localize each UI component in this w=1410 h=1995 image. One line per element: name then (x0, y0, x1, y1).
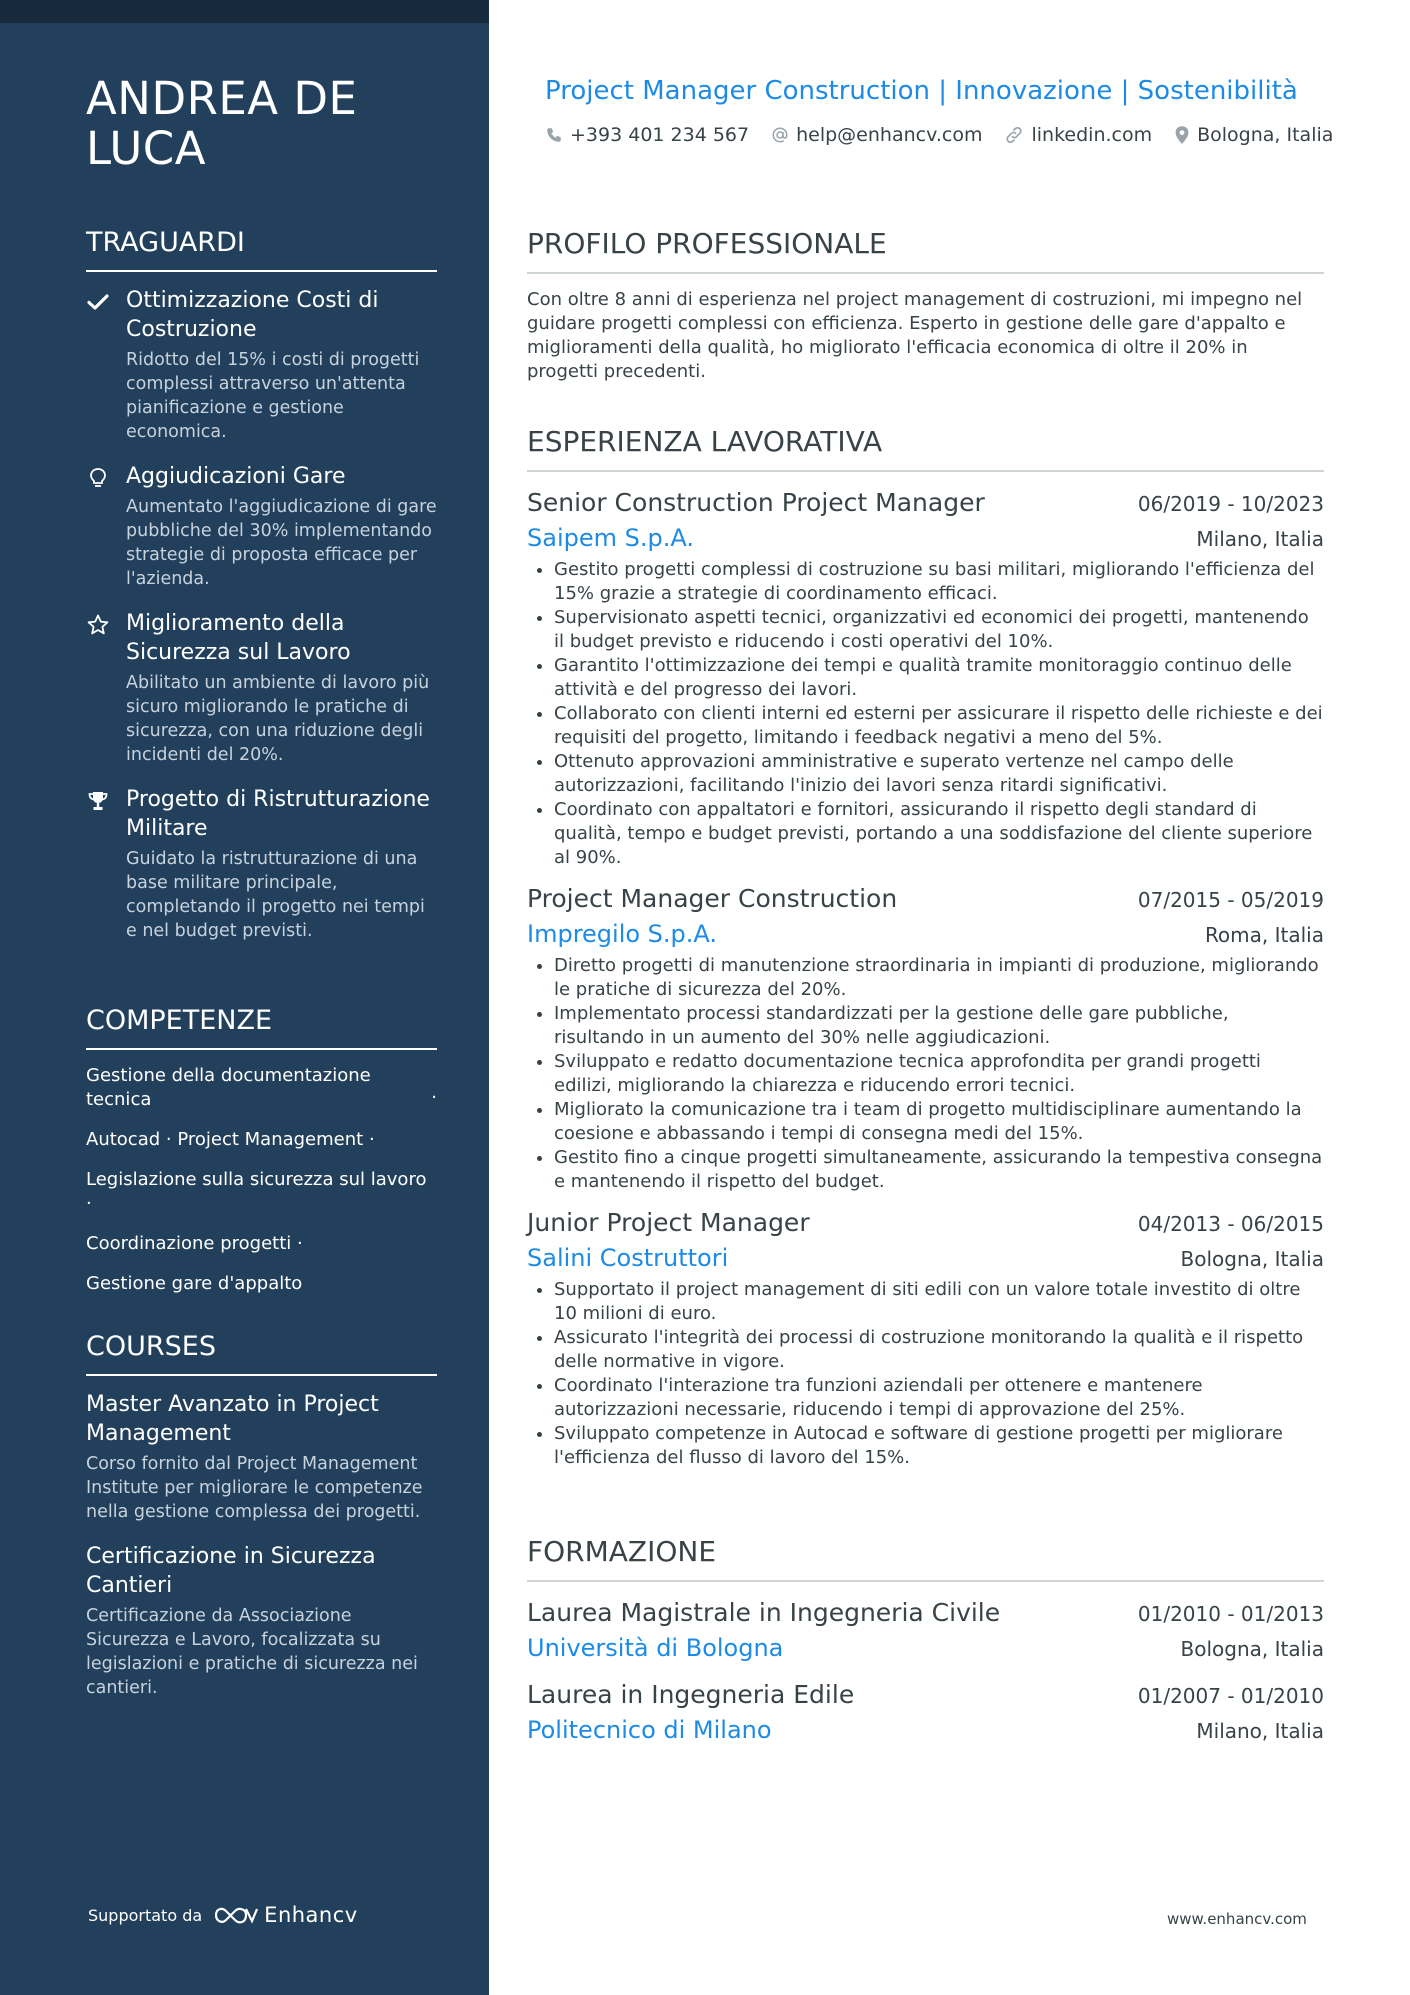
linkedin-text: linkedin.com (1031, 124, 1153, 146)
education-entry (527, 1678, 1324, 1748)
phone-icon (545, 126, 563, 144)
course-item (86, 1390, 437, 1524)
job-dates: 06/2019 - 10/2023 (1137, 492, 1324, 516)
sidebar (0, 0, 489, 1995)
achievement-title: Progetto di Ristrutturazione Militare (126, 787, 430, 841)
achievements-section (86, 226, 437, 961)
enhancv-logo-icon (212, 1903, 258, 1927)
bullet-item: • Supervisionato aspetti tecnici, organizzativi ed economici dei progetti, mantenendo il budget previsto e riducendo i costi operativi del 10%. (554, 606, 1324, 654)
job-title: Project Manager Construction (527, 884, 898, 913)
star-icon (86, 613, 110, 637)
skill-label: Autocad (86, 1129, 161, 1150)
contact-bar (545, 124, 1355, 146)
achievement-item (86, 286, 437, 444)
link-icon (1004, 125, 1024, 145)
school-name: Università di Bologna (527, 1634, 784, 1662)
job-entry (527, 882, 1324, 1194)
job-location: Roma, Italia (1204, 923, 1324, 947)
skill-item: Coordinazione progetti · (86, 1233, 303, 1254)
education-location: Bologna, Italia (1180, 1637, 1324, 1661)
job-location: Bologna, Italia (1180, 1247, 1324, 1271)
sidebar-top-bar (0, 0, 489, 23)
bullet-item: • Sviluppato e redatto documentazione tecnica approfondita per grandi progetti edilizi, migliorando la chiarezza e riducendo errori tecnici. (554, 1050, 1324, 1098)
email-text: help@enhancv.com (796, 124, 983, 146)
profile-heading: PROFILO PROFESSIONALE (527, 226, 1324, 274)
profile-section (527, 226, 1324, 384)
education-dates: 01/2007 - 01/2010 (1137, 1684, 1324, 1708)
bullet-item: • Gestito progetti complessi di costruzione su basi militari, migliorando l'efficienza del 15% grazie a strategie di coordinamento efficaci. (554, 558, 1324, 606)
skill-label: Project Management (177, 1129, 364, 1150)
contact-linkedin[interactable] (1004, 124, 1152, 146)
bullet-item: • Migliorato la comunicazione tra i team di progetto multidisciplinare aumentando la coesione e abbassando i tempi di consegna medi del 15%. (554, 1098, 1324, 1146)
job-dates: 04/2013 - 06/2015 (1137, 1212, 1324, 1236)
courses-heading: COURSES (86, 1330, 437, 1376)
skill-label: Gestione gare d'appalto (86, 1273, 303, 1294)
degree-title: Laurea in Ingegneria Edile (527, 1680, 855, 1709)
courses-section (86, 1330, 437, 1718)
job-title: Senior Construction Project Manager (527, 488, 985, 517)
powered-by-label: Supportato da (88, 1905, 203, 1925)
contact-email[interactable] (771, 124, 982, 146)
skill-item: Autocad · Project Management · (86, 1129, 375, 1150)
education-location: Milano, Italia (1196, 1719, 1324, 1743)
bullet-item: • Gestito fino a cinque progetti simultaneamente, assicurando la tempestiva consegna e mantenendo il rispetto del budget. (554, 1146, 1324, 1194)
course-desc: Corso fornito dal Project Management Institute per migliorare le competenze nella gestione complessa dei progetti. (86, 1454, 423, 1522)
degree-title: Laurea Magistrale in Ingegneria Civile (527, 1598, 1001, 1627)
lightbulb-icon (86, 466, 110, 490)
bullet-item: • Implementato processi standardizzati per la gestione delle gare pubbliche, risultando in un aumento del 30% nelle aggiudicazioni. (554, 1002, 1324, 1050)
contact-phone (545, 124, 749, 146)
contact-location (1174, 124, 1333, 146)
job-bullets (527, 558, 1324, 870)
job-entry (527, 486, 1324, 870)
achievement-title: Aggiudicazioni Gare (126, 464, 346, 489)
experience-section (527, 424, 1324, 1482)
company-name: Impregilo S.p.A. (527, 920, 718, 948)
bullet-item: • Sviluppato competenze in Autocad e software di gestione progetti per migliorare l'efficienza del flusso di lavoro del 15%. (554, 1422, 1324, 1470)
achievements-heading: TRAGUARDI (86, 226, 437, 272)
job-bullets (527, 954, 1324, 1194)
bullet-item: • Coordinato l'interazione tra funzioni aziendali per ottenere e mantenere autorizzazioni necessarie, riducendo i tempi di approvazione del 25%. (554, 1374, 1324, 1422)
achievement-desc: Guidato la ristrutturazione di una base militare principale, completando il progetto nei tempi e nel budget previsti. (126, 849, 425, 941)
check-icon (86, 290, 110, 314)
education-entry (527, 1596, 1324, 1666)
tagline: Project Manager Construction | Innovazione | Sostenibilità (545, 76, 1298, 106)
trophy-icon (86, 789, 110, 813)
experience-heading: ESPERIENZA LAVORATIVA (527, 424, 1324, 472)
skills-heading: COMPETENZE (86, 1004, 437, 1050)
achievement-desc: Ridotto del 15% i costi di progetti complessi attraverso un'attenta pianificazione e gestione economica. (126, 350, 420, 442)
at-icon (771, 126, 789, 144)
powered-by (88, 1903, 358, 1927)
achievement-desc: Aumentato l'aggiudicazione di gare pubbliche del 30% implementando strategie di proposta efficace per l'azienda. (126, 497, 437, 589)
job-dates: 07/2015 - 05/2019 (1137, 888, 1324, 912)
skill-label: Gestione della documentazione tecnica (86, 1065, 371, 1110)
profile-summary: Con oltre 8 anni di esperienza nel project management di costruzioni, mi impegno nel guidare progetti complessi con efficienza. Esperto in gestione delle gare d'appalto e miglioramenti della qualità, ho migliorato l'efficacia economica di oltre il 20% in progetti precedenti. (527, 289, 1303, 382)
company-name: Salini Costruttori (527, 1244, 729, 1272)
education-heading: FORMAZIONE (527, 1534, 1324, 1582)
bullet-item: • Diretto progetti di manutenzione straordinaria in impianti di produzione, migliorando le pratiche di sicurezza del 20%. (554, 954, 1324, 1002)
job-location: Milano, Italia (1196, 527, 1324, 551)
course-desc: Certificazione da Associazione Sicurezza e Lavoro, focalizzata su legislazioni e pratiche di sicurezza nei cantieri. (86, 1606, 418, 1698)
achievement-item (86, 609, 437, 767)
footer-url[interactable]: www.enhancv.com (1167, 1910, 1307, 1928)
bullet-item: • Collaborato con clienti interni ed esterni per assicurare il rispetto delle richieste e dei requisiti del progetto, limitando i feedback negativi a meno del 5%. (554, 702, 1324, 750)
skill-label: Coordinazione progetti (86, 1233, 292, 1254)
separator-dot: · (431, 1087, 437, 1108)
achievement-desc: Abilitato un ambiente di lavoro più sicuro migliorando le pratiche di sicurezza, con una riduzione degli incidenti del 20%. (126, 673, 430, 765)
location-text: Bologna, Italia (1197, 124, 1334, 146)
course-title: Certificazione in Sicurezza Cantieri (86, 1544, 376, 1598)
education-section (527, 1534, 1324, 1760)
course-title: Master Avanzato in Project Management (86, 1392, 379, 1446)
bullet-item: • Supportato il project management di siti edili con un valore totale investito di oltre 10 milioni di euro. (554, 1278, 1324, 1326)
achievement-item (86, 785, 437, 943)
skill-item (86, 1272, 437, 1296)
job-entry (527, 1206, 1324, 1470)
brand-name: Enhancv (264, 1903, 358, 1927)
achievement-title: Ottimizzazione Costi di Costruzione (126, 288, 379, 342)
company-name: Saipem S.p.A. (527, 524, 694, 552)
achievement-item (86, 462, 437, 591)
location-pin-icon (1174, 125, 1190, 145)
education-dates: 01/2010 - 01/2013 (1137, 1602, 1324, 1626)
course-item (86, 1542, 437, 1700)
bullet-item: • Assicurato l'integrità dei processi di costruzione monitorando la qualità e il rispetto delle normative in vigore. (554, 1326, 1324, 1374)
achievement-title: Miglioramento della Sicurezza sul Lavoro (126, 611, 351, 665)
skills-section (86, 1004, 437, 1312)
job-title: Junior Project Manager (527, 1208, 810, 1237)
candidate-name: ANDREA DE LUCA (86, 72, 358, 175)
bullet-item: • Garantito l'ottimizzazione dei tempi e qualità tramite monitoraggio continuo delle attività e del progresso dei lavori. (554, 654, 1324, 702)
skill-item: Legislazione sulla sicurezza sul lavoro · (86, 1169, 427, 1214)
job-bullets (527, 1278, 1324, 1470)
school-name: Politecnico di Milano (527, 1716, 772, 1744)
bullet-item: • Ottenuto approvazioni amministrative e superato vertenze nel campo delle autorizzazioni, facilitando l'inizio dei lavori senza ritardi significativi. (554, 750, 1324, 798)
bullet-item: • Coordinato con appaltatori e fornitori, assicurando il rispetto degli standard di qualità, tempo e budget previsti, portando a una soddisfazione del cliente superiore al 90%. (554, 798, 1324, 870)
skill-label: Legislazione sulla sicurezza sul lavoro (86, 1169, 427, 1190)
skill-item (86, 1064, 437, 1112)
phone-text: +393 401 234 567 (570, 124, 750, 146)
